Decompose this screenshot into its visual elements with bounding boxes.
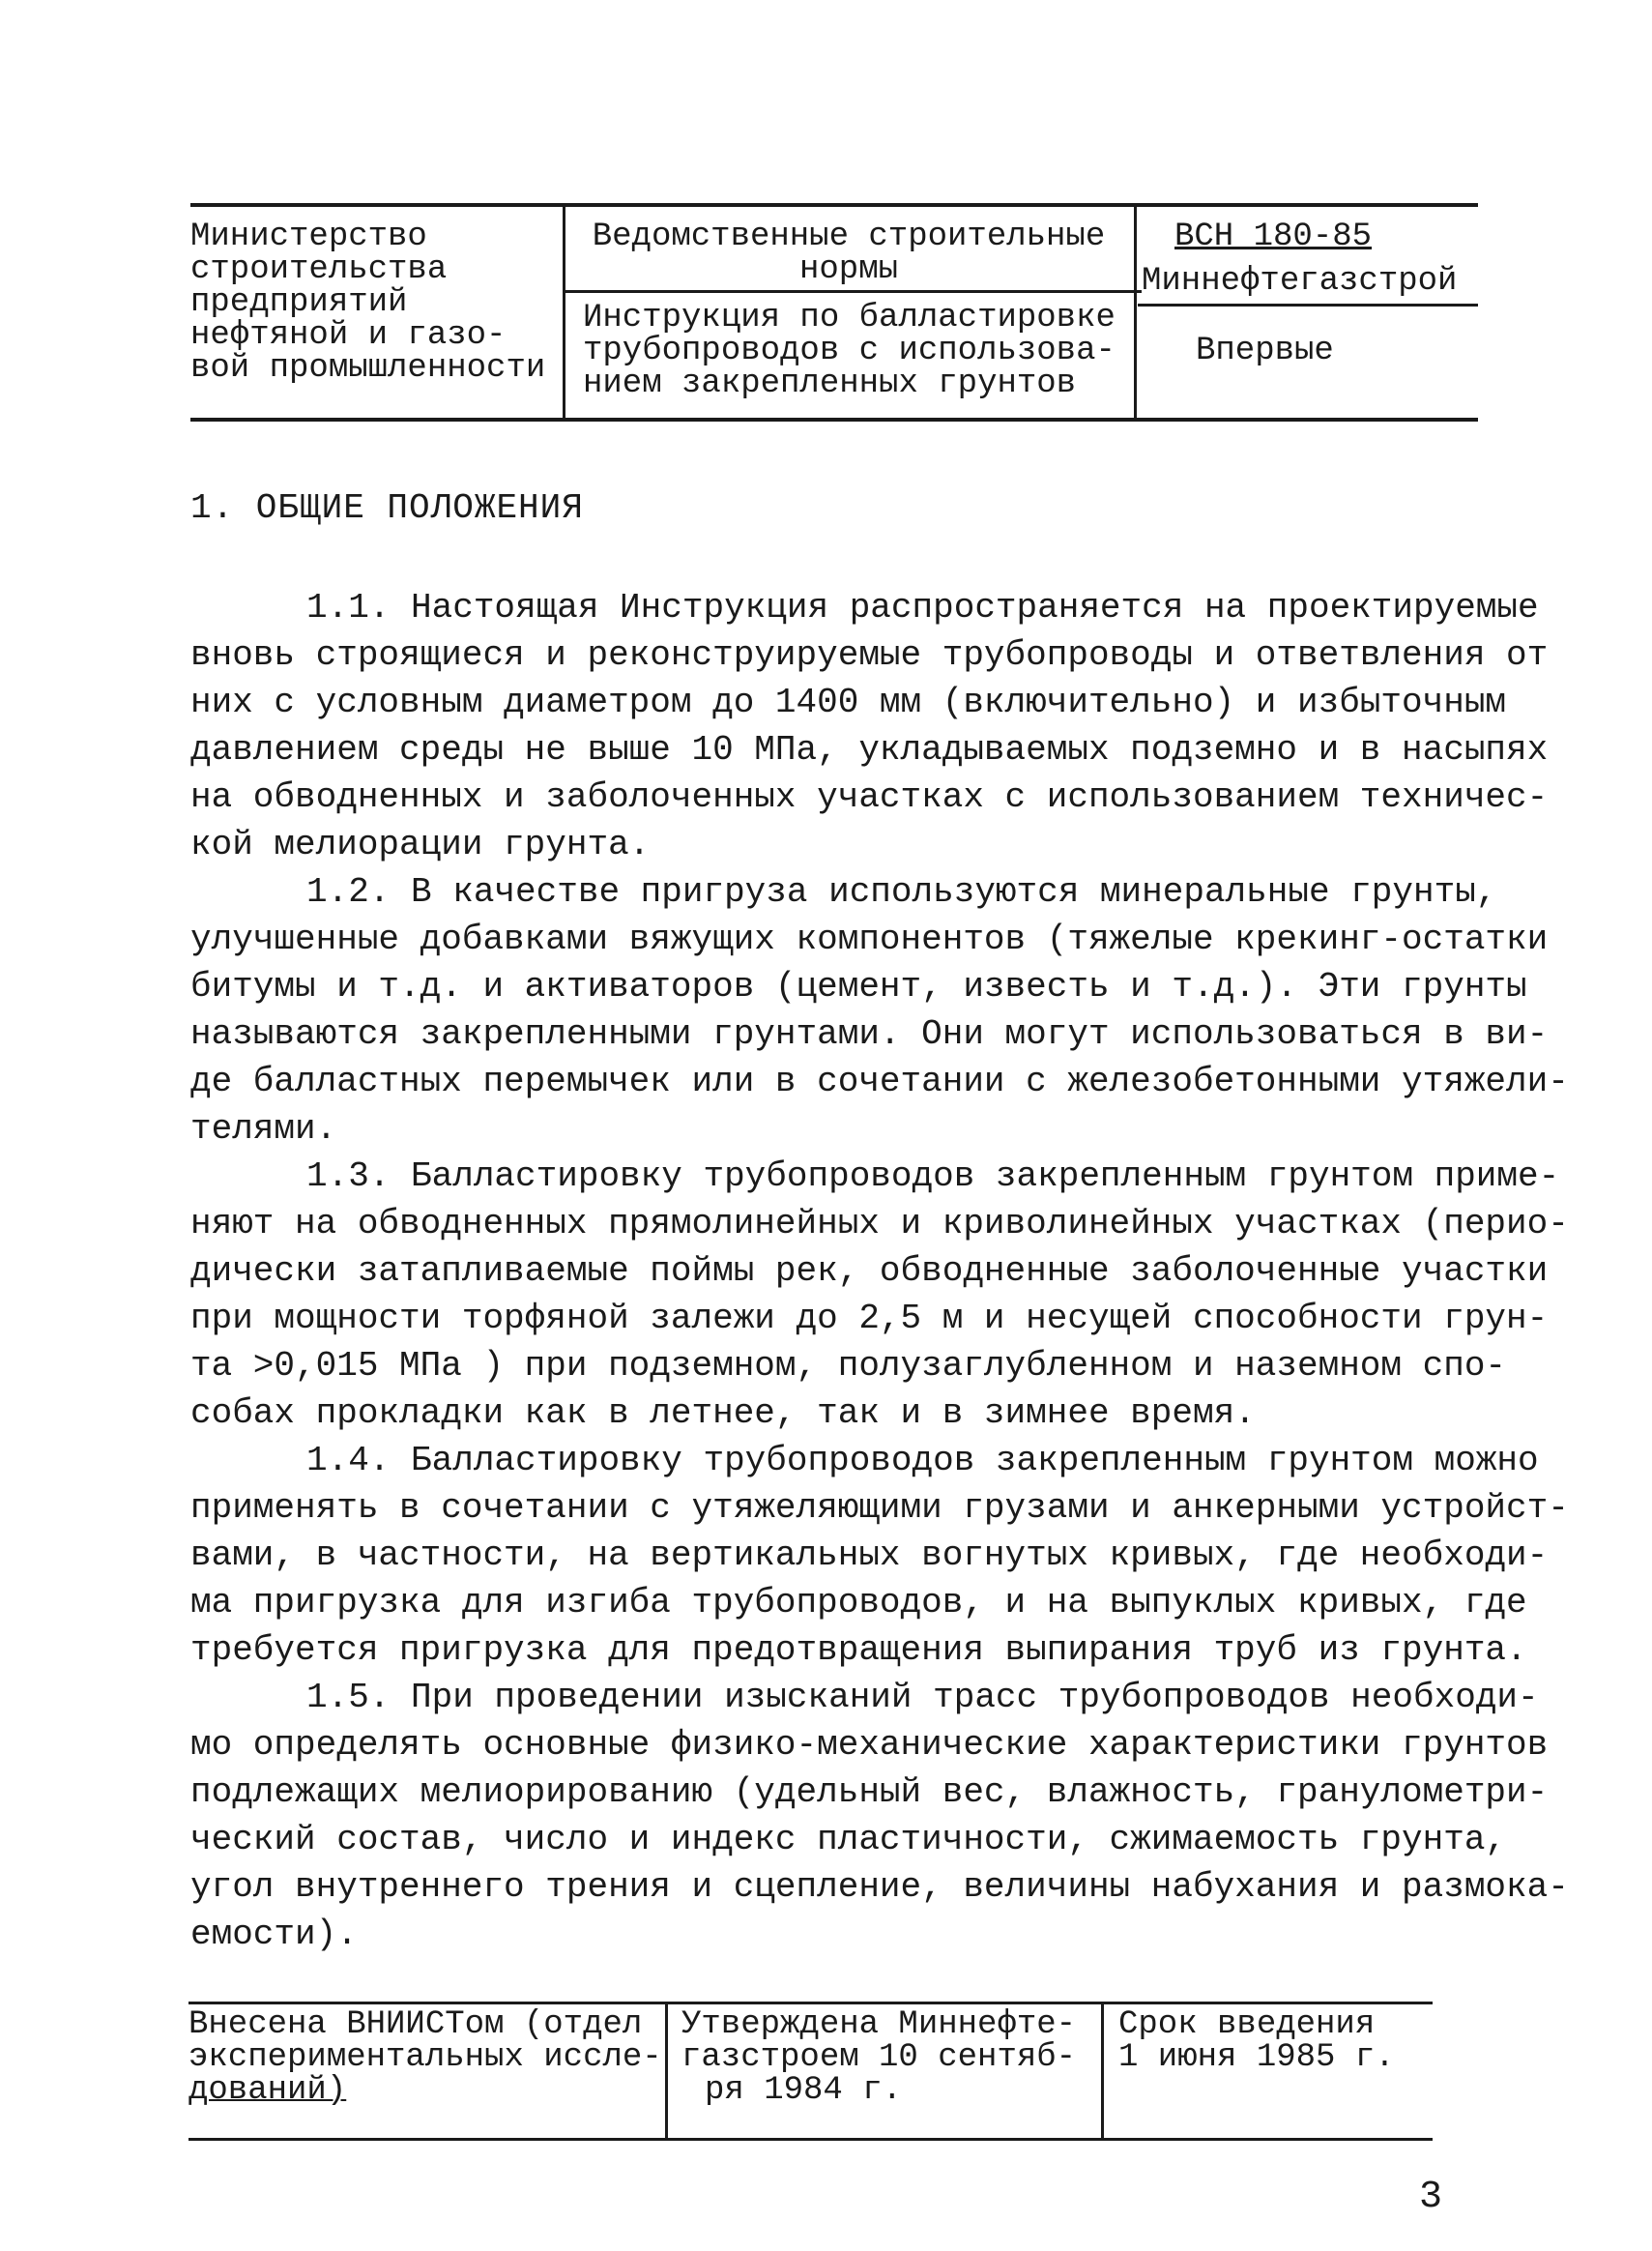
ministry-line: вой промышленности (190, 350, 546, 387)
submitted-line: дований) (188, 2072, 347, 2109)
header-divider (1134, 207, 1137, 418)
approved-cell (681, 2008, 1107, 2107)
text-line: вами, в частности, на вертикальных вогнутых кривых, где необходи- (190, 1535, 1549, 1575)
text-line: де балластных перемычек или в сочетании с железобетонными утяжели- (190, 1062, 1569, 1101)
submitted-cell (188, 2008, 662, 2107)
document-code: ВСН 180-85 (1174, 219, 1373, 255)
organization-divider (1138, 304, 1478, 307)
text-line: требуется пригрузка для предотвращения выпирания труб из грунта. (190, 1630, 1527, 1670)
approved-line: Утверждена Миннефте- (681, 2006, 1077, 2043)
text-line: телями. (190, 1109, 337, 1149)
text-line: битумы и т.д. и активаторов (цемент, известь и т.д.). Эти грунты (190, 967, 1527, 1007)
instruction-title (583, 302, 1132, 400)
text-line: при мощности торфяной залежи до 2,5 м и несущей способности грун- (190, 1299, 1549, 1338)
text-line: дически затапливаемые поймы рек, обводненные заболоченные участки (190, 1251, 1549, 1291)
text-line: улучшенные добавками вяжущих компонентов (тяжелые крекинг-остатки (190, 920, 1549, 959)
text-line: называются закрепленными грунтами. Они могут использоваться в ви- (190, 1014, 1549, 1054)
approved-line: ря 1984 г. (705, 2072, 903, 2109)
text-line: 1.1. Настоящая Инструкция распространяется на проектируемые (306, 588, 1539, 628)
norms-type (565, 220, 1132, 286)
text-line: давлением среды не выше 10 МПа, укладываемых подземно и в насыпях (190, 730, 1549, 770)
text-line: ма пригрузка для изгиба трубопроводов, и на выпуклых кривых, где (190, 1583, 1527, 1622)
text-line: 1.5. При проведении изысканий трасс трубопроводов необходи- (306, 1678, 1539, 1717)
instruction-line: нием закрепленных грунтов (583, 365, 1077, 402)
footer-divider (1101, 2004, 1104, 2138)
text-line: подлежащих мелиорированию (удельный вес, влажность, гранулометри- (190, 1772, 1549, 1812)
norms-line: Ведомственные строительные (592, 219, 1106, 255)
text-line: на обводненных и заболоченных участках с использованием техничес- (190, 777, 1549, 817)
text-line: 1.3. Балластировку трубопроводов закрепленным грунтом приме- (306, 1156, 1560, 1196)
text-line: емости). (190, 1915, 358, 1954)
text-line: та >0,015 МПа ) при подземном, полузаглубленном и наземном спо- (190, 1346, 1507, 1386)
instruction-line: трубопроводов с использова- (583, 333, 1116, 369)
edition-status: Впервые (1196, 333, 1334, 369)
body-text (190, 584, 1569, 1958)
ministry-line: Министерство (190, 219, 427, 255)
ministry-line: строительства (190, 251, 448, 288)
approved-line: газстроем 10 сентяб- (681, 2039, 1077, 2076)
submitted-line: экспериментальных иссле- (188, 2039, 662, 2076)
text-line: мо определять основные физико-механические характеристики грунтов (190, 1725, 1549, 1765)
text-line: собах прокладки как в летнее, так и в зимнее время. (190, 1393, 1256, 1433)
organization: Миннефтегазстрой (1142, 263, 1458, 300)
section-title: 1. ОБЩИЕ ПОЛОЖЕНИЯ (190, 488, 584, 528)
text-line: 1.2. В качестве пригруза используются минеральные грунты, (306, 872, 1497, 912)
norms-line: нормы (798, 251, 899, 288)
text-line: няют на обводненных прямолинейных и криволинейных участках (перио- (190, 1204, 1569, 1243)
text-line: 1.4. Балластировку трубопроводов закрепленным грунтом можно (306, 1441, 1539, 1480)
instruction-line: Инструкция по балластировке (583, 300, 1116, 336)
ministry-cell (190, 220, 563, 385)
effective-line: 1 июня 1985 г. (1118, 2039, 1395, 2076)
text-line: ческий состав, число и индекс пластичности, сжимаемость грунта, (190, 1820, 1507, 1859)
submitted-line: Внесена ВНИИСТом (отдел (188, 2006, 643, 2043)
ministry-line: нефтяной и газо- (190, 317, 507, 354)
text-line: кой мелиорации грунта. (190, 825, 651, 864)
effective-line: Срок введения (1118, 2006, 1376, 2043)
header-table (190, 203, 1478, 422)
ministry-line: предприятий (190, 284, 408, 321)
norms-divider (565, 290, 1142, 293)
footer-table (188, 2002, 1433, 2141)
text-line: применять в сочетании с утяжеляющими грузами и анкерными устройст- (190, 1488, 1569, 1528)
text-line: угол внутреннего трения и сцепление, величины набухания и размока- (190, 1867, 1569, 1907)
effective-cell (1118, 2008, 1428, 2074)
text-line: них с условным диаметром до 1400 мм (включительно) и избыточным (190, 683, 1507, 722)
footer-divider (665, 2004, 668, 2138)
code-cell (1138, 207, 1478, 418)
norms-cell (565, 207, 1132, 418)
text-line: вновь строящиеся и реконструируемые трубопроводы и ответвления от (190, 635, 1549, 675)
page-number: 3 (1419, 2176, 1443, 2219)
